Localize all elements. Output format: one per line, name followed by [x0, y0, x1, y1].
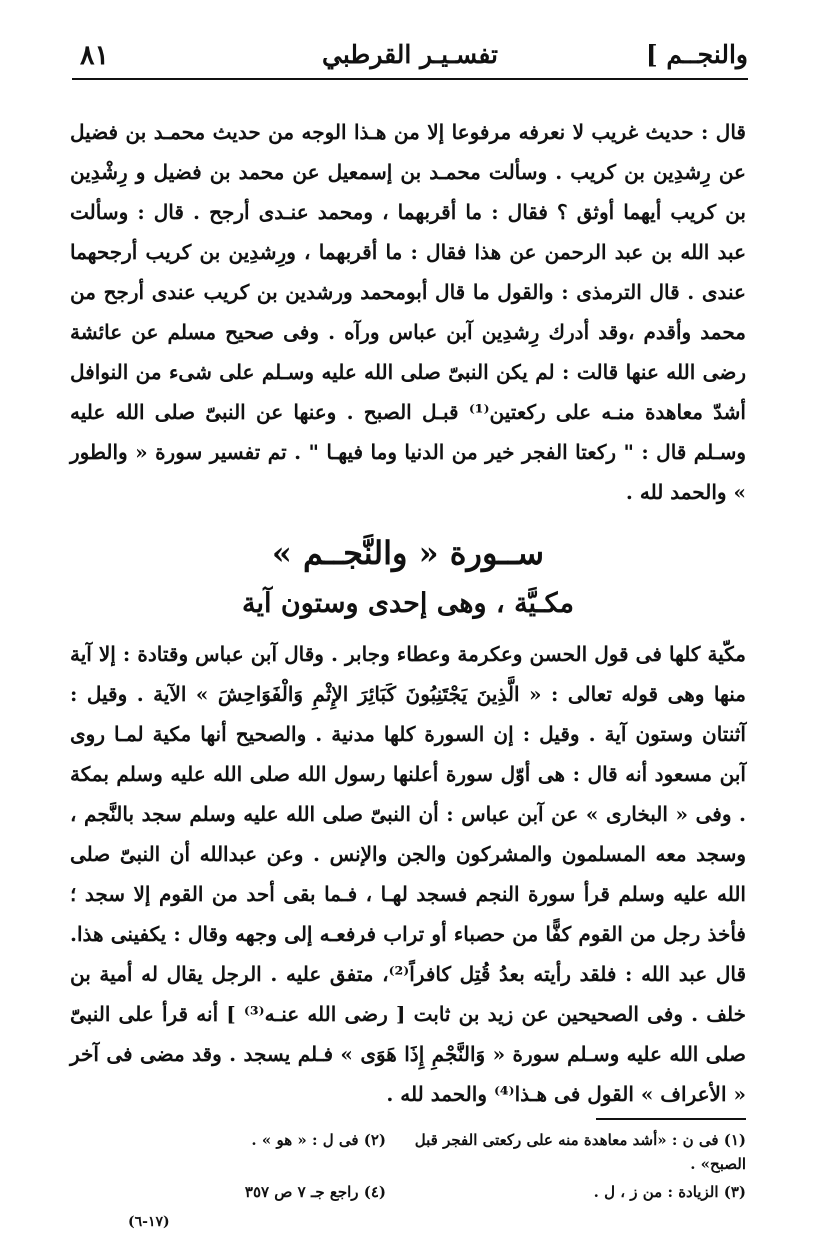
footnote-1: (١) فى ن : «أشد معاهدة منه على ركعتى الفجر قبل الصبح» .: [414, 1131, 746, 1173]
surah-subheading: مكـيَّة ، وهى إحدى وستون آية: [242, 588, 574, 619]
footnote-4: (٤) راجع جـ ٧ ص ٣٥٧: [244, 1183, 386, 1201]
book-title: تفسـيـر القرطبي: [322, 40, 498, 69]
running-surah-name: والنجــم ]: [645, 40, 748, 69]
paragraph-2: مكّية كلها فى قول الحسن وعكرمة وعطاء وجابر . وقال آبن عباس وقتادة : إلا آية منها وهى قوله تعالى : « الَّذِينَ يَجْتَنِبُونَ كَبَائِرَ الإِثْمِ وَالْفَوَاحِشَ » الآية . وقيل : آثنتان وستون آية . وقيل : إن السورة كلها مدنية . والصحيح أنها مكية لمـا روى آبن مسعود أنه قال : هى أوّل سورة أعلنها رسول الله صلى الله عليه وسلم بمكة . وفى « البخارى » عن آبن عباس : أن النبىّ صلى الله عليه وسلم سجد بالنَّجم ، وسجد معه المسلمون والمشركون والجن والإنس . وعن عبدالله أن النبىّ صلى الله عليه وسلم قرأ سورة النجم فسجد لهـا ، فـما بقى أحد من القوم إلا سجد ؛ فأخذ رجل من القوم كفًّا من حصباء أو تراب فرفعـه إلى وجهه وقال : يكفينى هذا. قال عبد الله : فلقد رأيته بعدُ قُتِل كافراً⁽²⁾، متفق عليه . الرجل يقال له أمية بن خلف . وفى الصحيحين عن زيد بن ثابت [ رضى الله عنـه⁽³⁾ ] أنه قرأ على النبىّ صلى الله عليه وسـلم سورة « وَالنَّجْمِ إِذَا هَوَى » فـلم يسجد . وقد مضى فى آخر « الأعراف » القول فى هـذا⁽⁴⁾ والحمد لله .: [70, 642, 746, 1106]
footnotes: [146, 1118, 746, 1204]
footnote-3: (٣) الزيادة : من ز ، ل .: [593, 1183, 746, 1201]
page-number: ٨١: [80, 40, 110, 71]
page-header: [72, 36, 748, 80]
main-text: [70, 112, 746, 1114]
surah-heading: ســورة « والنَّجــم »: [271, 534, 545, 572]
printer-signature: (١٧-٦): [128, 1214, 170, 1230]
footnote-rule: [596, 1118, 746, 1120]
paragraph-1: قال : حديث غريب لا نعرفه مرفوعا إلا من هـذا الوجه من حديث محمـد بن فضيل عن رِشدِين بن كريب . وسألت محمـد بن إسمعيل عن محمد بن فضيل و رِشْدِين بن كريب أيهما أوثق ؟ فقال : ما أقربهما ، ومحمد عنـدى أرجح . قال : وسألت عبد الله بن عبد الرحمن عن هذا فقال : ما أقربهما ، ورِشدِين بن كريب أرجحهما عندى . قال الترمذى : والقول ما قال أبومحمد ورشدين بن كريب عندى أرجح من محمد وأقدم ،وقد أدرك رِشدِين آبن عباس ورآه . وفى صحيح مسلم عن عائشة رضى الله عنها قالت : لم يكن النبىّ صلى الله عليه وسـلم على شىء من النوافل أشدّ معاهدة منـه على ركعتين⁽¹⁾ قبـل الصبح . وعنها عن النبىّ صلى الله عليه وسـلم قال : " ركعتا الفجر خير من الدنيا وما فيهـا " . تم تفسير سورة « والطور » والحمد لله .: [70, 120, 747, 504]
header-rule: [72, 78, 748, 80]
footnote-2: (٢) فى ل : « هو » .: [251, 1131, 386, 1149]
